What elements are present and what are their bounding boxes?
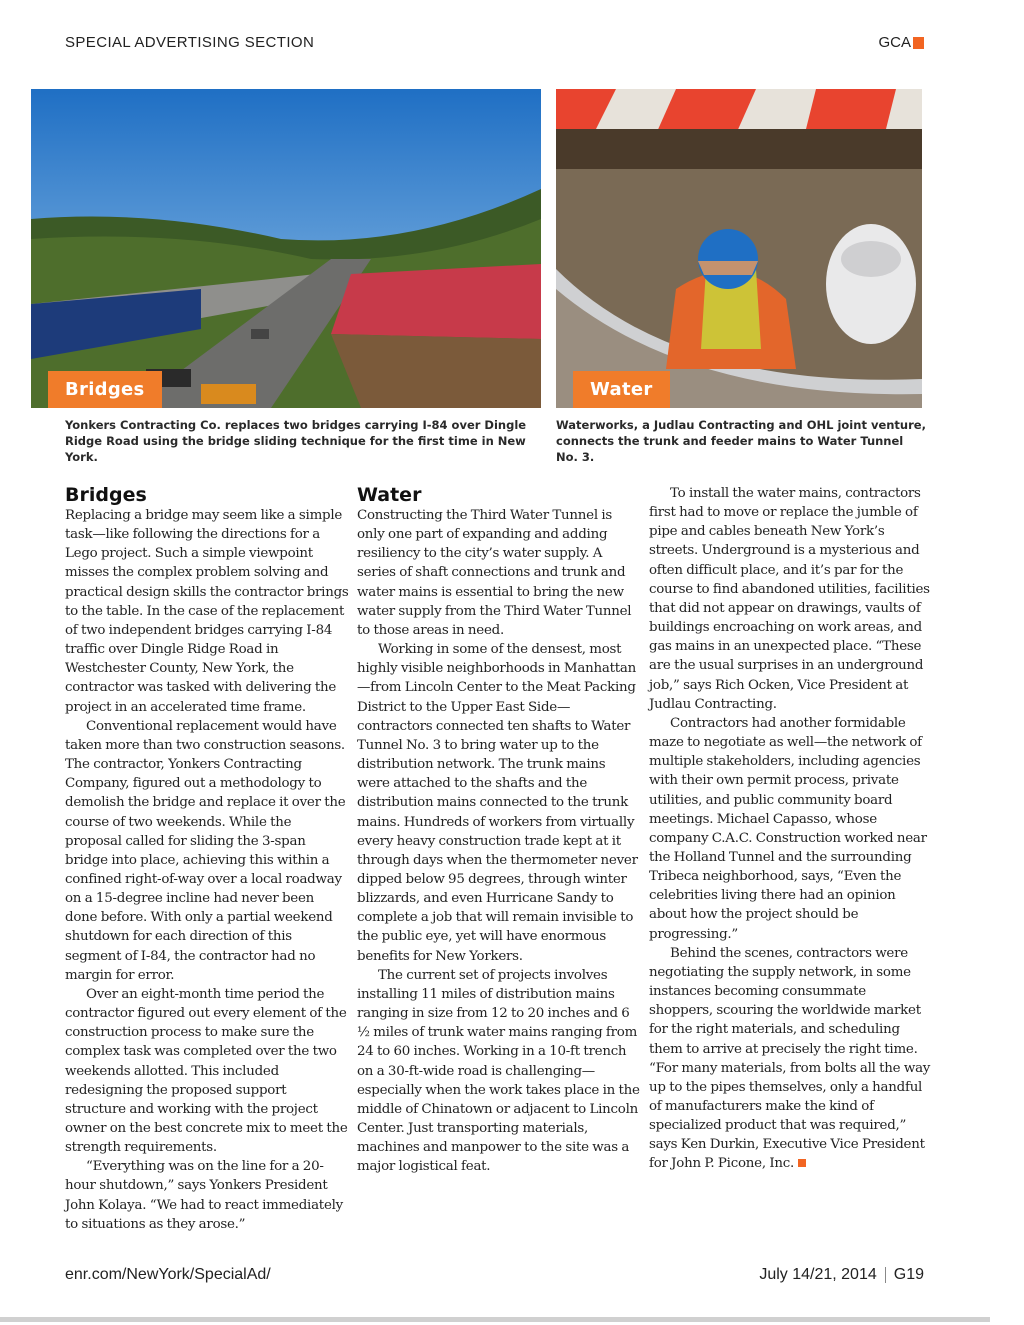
continued-column	[649, 484, 931, 1174]
footer-url: enr.com/NewYork/SpecialAd/	[65, 1266, 271, 1283]
paragraph: Conventional replacement would have taken more than two construction seasons. The contractor, Yonkers Contracting Company, figured out a methodology to demolish the bridge and replace it over the course of two weekends. While the proposal called for sliding the 3-span bridge into place, achieving this within a confined right-of-way over a local roadway on a 15-degree incline had never been done before. With only a partial weekend shutdown for each direction of this segment of I-84, the contractor had no margin for error.	[65, 718, 346, 983]
water-tag: Water	[573, 371, 670, 408]
paragraph	[649, 944, 931, 1174]
issue-date: July 14/21, 2014	[759, 1266, 877, 1283]
orange-square-icon	[913, 37, 924, 49]
paragraph: To install the water mains, contractors first had to move or replace the jumble of pipe and cables beneath New York’s streets. Underground is a mysterious and often difficult place, and it’s par for the course to find abandoned utilities, facilities that did not appear on drawings, vaults of buildings encroaching on work areas, and gas mains in an unexpected place. “These are the usual surprises in an underground job,” says Rich Ocken, Vice President at Judlau Contracting.	[649, 486, 930, 712]
section-label: SPECIAL ADVERTISING SECTION	[65, 34, 315, 51]
paragraph-text: Behind the scenes, contractors were negotiating the supply network, in some instances becoming consummate shoppers, scouring the worldwide market for the right materials, and scheduling them to arrive at precisely the right time. “For many materials, from bolts all the way up to the pipes themselves, only a handful of manufacturers make the kind of specialized product that was required,” says Ken Durkin, Executive Vice President for John P. Picone, Inc.	[649, 945, 931, 1172]
bridges-photo-image	[31, 89, 541, 408]
brand-mark	[878, 34, 924, 51]
footer-divider	[885, 1267, 886, 1283]
water-photo	[556, 89, 922, 408]
paragraph: Constructing the Third Water Tunnel is only one part of expanding and adding resiliency to the city’s water supply. A series of shaft connections and trunk and water mains is essential to bring the new water supply from the Third Water Tunnel to those areas in need.	[357, 508, 632, 638]
paragraph: Over an eight-month time period the contractor figured out every element of the construction process to make sure the complex task was completed over the two weekends allotted. This included redesigning the proposed support structure and working with the project owner on the best concrete mix to meet the strength requirements.	[65, 986, 348, 1156]
bridges-tag: Bridges	[48, 371, 162, 408]
water-photo-image	[556, 89, 922, 408]
paragraph: Working in some of the densest, most highly visible neighborhoods in Manhattan—from Lincoln Center to the Meat Packing District to the Upper East Side—contractors connected ten shafts to Water Tunnel No. 3 to bring water up to the distribution network. The trunk mains were attached to the shafts and the distribution mains connected to the trunk mains. Hundreds of workers from virtually every heavy construction trade kept at it through days when the thermometer never dipped below 95 degrees, through winter blizzards, and even Hurricane Sandy to complete a job that will remain invisible to the public eye, yet will have enormous benefits for New Yorkers.	[357, 642, 638, 964]
footer-pagination	[759, 1266, 924, 1284]
page-number: G19	[893, 1266, 924, 1283]
bridges-photo	[31, 89, 541, 408]
water-column	[357, 484, 641, 1176]
bottom-rule	[0, 1317, 990, 1322]
bridges-column	[65, 484, 349, 1234]
paragraph: Contractors had another formidable maze to negotiate as well—the network of multiple stakeholders, including agencies with their own permit process, private utilities, and public community board meetings. Michael Capasso, whose company C.A.C. Construction worked near the Holland Tunnel and the surrounding Tribeca neighborhood, says, “Even the celebrities living there had an opinion about how the project should be progressing.”	[649, 715, 927, 942]
paragraph: “Everything was on the line for a 20-hour shutdown,” says Yonkers President John Kolaya. “We had to react immediately to situations as they arose.”	[65, 1159, 343, 1232]
brand-label: GCA	[878, 34, 911, 51]
paragraph: Replacing a bridge may seem like a simple task—like following the directions for a Lego project. Such a simple viewpoint misses the complex problem solving and practical design skills the contractor brings to the table. In the case of the replacement of two independent bridges carrying I-84 traffic over Dingle Ridge Road in Westchester County, New York, the contractor was tasked with delivering the project in an accelerated time frame.	[65, 508, 349, 715]
water-heading: Water	[357, 484, 422, 506]
water-caption: Waterworks, a Judlau Contracting and OHL joint venture, connects the trunk and feeder mains to Water Tunnel No. 3.	[556, 418, 926, 464]
paragraph: The current set of projects involves installing 11 miles of distribution mains ranging in size from 12 to 20 inches and 6 ½ miles of trunk water mains ranging from 24 to 60 inches. Working in a 10-ft trench on a 30-ft-wide road is challenging—especially when the work takes place in the middle of Chinatown or adjacent to Lincoln Center. Just transporting materials, machines and manpower to the site was a major logistical feat.	[357, 967, 640, 1175]
bridges-caption: Yonkers Contracting Co. replaces two bridges carrying I-84 over Dingle Ridge Road using the bridge sliding technique for the first time in New York.	[65, 418, 527, 464]
end-mark-icon	[798, 1159, 806, 1167]
bridges-heading: Bridges	[65, 484, 147, 506]
